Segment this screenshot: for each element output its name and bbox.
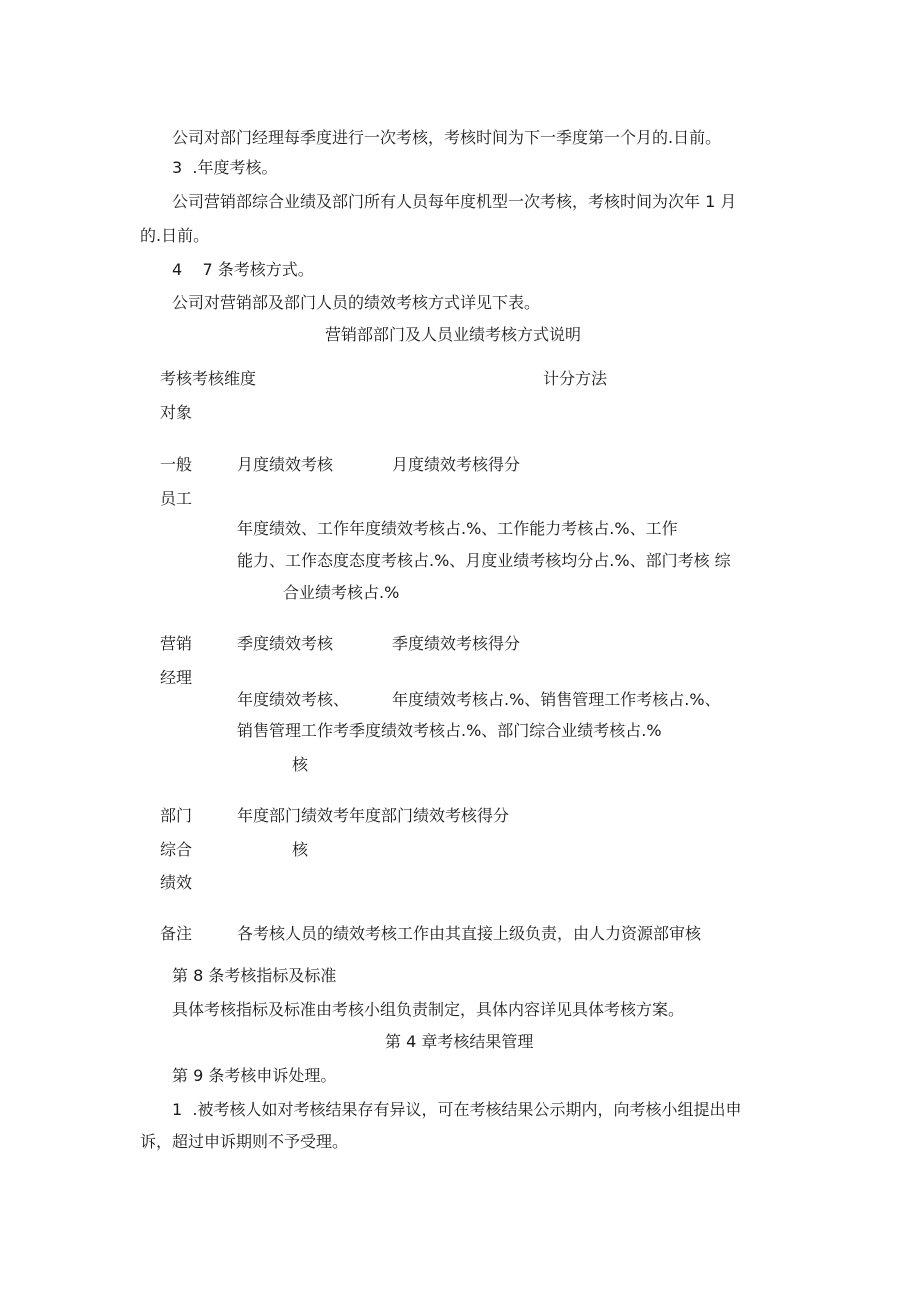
row-dept-line2: 核 xyxy=(292,840,309,859)
header-object-dimension: 考核考核维度 xyxy=(160,369,257,388)
row-dept-object-1: 部门 xyxy=(160,806,193,825)
article-8-heading: 第 8 条考核指标及标准 xyxy=(172,966,337,985)
row-note-label: 备注 xyxy=(160,924,193,943)
article-9-item-1-line2: 诉，超过申诉期则不予受理。 xyxy=(140,1132,349,1151)
row-dept-object-2: 综合 xyxy=(160,840,193,859)
row-dept-line1: 年度部门绩效考年度部门绩效考核得分 xyxy=(237,806,510,825)
paragraph-annual-schedule-line2: 的.日前。 xyxy=(140,226,210,245)
row-manager-annual-line3: 核 xyxy=(292,755,309,774)
row-general-dimension: 月度绩效考核 xyxy=(237,455,334,474)
paragraph-table-intro: 公司对营销部及部门人员的绩效考核方式详见下表。 xyxy=(172,293,541,312)
article-8-text: 具体考核指标及标准由考核小组负责制定，具体内容详见具体考核方案。 xyxy=(172,1000,685,1019)
row-manager-object-2: 经理 xyxy=(160,668,193,687)
row-manager-annual-method: 年度绩效考核占.%、销售管理工作考核占.%、 xyxy=(392,690,721,709)
header-scoring-method: 计分方法 xyxy=(543,369,608,388)
table-title: 营销部部门及人员业绩考核方式说明 xyxy=(325,325,582,344)
row-general-method: 月度绩效考核得分 xyxy=(392,455,521,474)
row-manager-object-1: 营销 xyxy=(160,634,193,653)
row-general-object-2: 员工 xyxy=(160,489,193,508)
paragraph-quarterly-schedule: 公司对部门经理每季度进行一次考核，考核时间为下一季度第一个月的.日前。 xyxy=(172,128,722,147)
row-dept-object-3: 绩效 xyxy=(160,873,193,892)
row-general-object-1: 一般 xyxy=(160,455,193,474)
article-7-heading: 4 7 条考核方式。 xyxy=(172,260,314,279)
row-general-annual-line3: 合业绩考核占.% xyxy=(283,583,400,602)
header-object: 对象 xyxy=(160,403,193,422)
row-manager-method: 季度绩效考核得分 xyxy=(392,634,521,653)
row-manager-annual-dimension: 年度绩效考核、 xyxy=(237,690,350,709)
row-general-annual-line1: 年度绩效、工作年度绩效考核占.%、工作能力考核占.%、工作 xyxy=(237,519,678,538)
chapter-4-heading: 第 4 章考核结果管理 xyxy=(385,1032,534,1051)
row-manager-dimension: 季度绩效考核 xyxy=(237,634,334,653)
article-9-item-1-line1: 1 .被考核人如对考核结果存有异议，可在考核结果公示期内，向考核小组提出申 xyxy=(172,1100,742,1119)
article-9-heading: 第 9 条考核申诉处理。 xyxy=(172,1066,337,1085)
row-manager-annual-line2: 销售管理工作考季度绩效考核占.%、部门综合业绩考核占.% xyxy=(237,721,662,740)
item-annual-review: 3 .年度考核。 xyxy=(172,158,278,177)
row-general-annual-line2: 能力、工作态度态度考核占.%、月度业绩考核均分占.%、部门考核 综 xyxy=(237,551,731,570)
paragraph-annual-schedule-line1: 公司营销部综合业绩及部门所有人员每年度机型一次考核，考核时间为次年 1 月 xyxy=(172,192,737,211)
row-note-text: 各考核人员的绩效考核工作由其直接上级负责，由人力资源部审核 xyxy=(237,924,702,943)
